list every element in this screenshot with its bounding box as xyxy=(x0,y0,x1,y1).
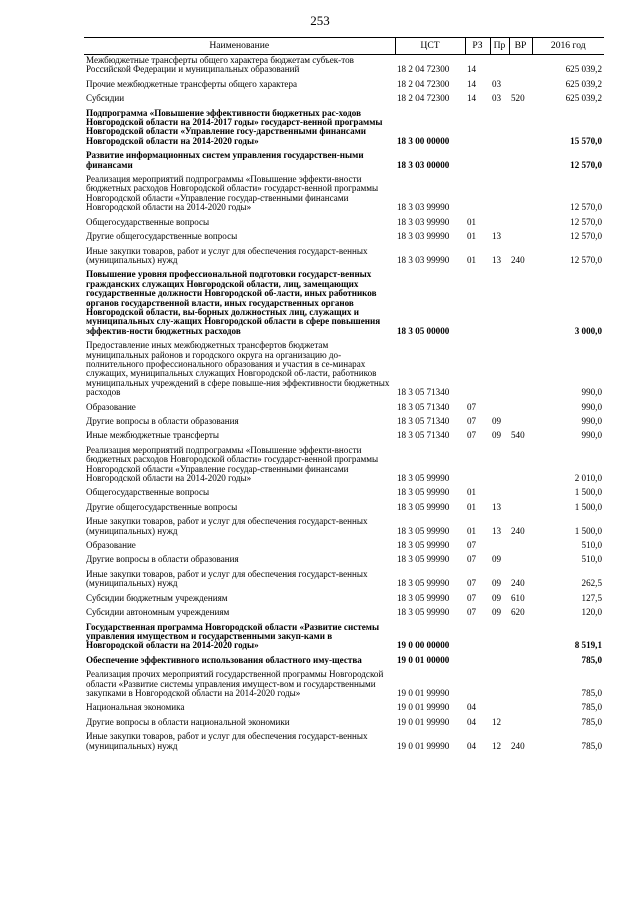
row-pr xyxy=(490,399,509,413)
row-pr: 12 xyxy=(492,740,502,751)
table-row xyxy=(84,666,604,699)
row-rz: 04 xyxy=(467,716,477,727)
row-cst: 18 3 05 71340 xyxy=(397,401,450,412)
row-amount: 510,0 xyxy=(581,540,602,551)
row-amount: 510,0 xyxy=(581,554,602,565)
row-pr xyxy=(490,699,509,713)
row-vr xyxy=(509,666,532,699)
row-amount: 3 000,0 xyxy=(574,325,602,336)
row-rz xyxy=(465,171,490,214)
table-row xyxy=(84,266,604,337)
row-pr: 09 xyxy=(492,607,502,618)
row-rz: 14 xyxy=(467,78,477,89)
header-rz: РЗ xyxy=(465,38,490,55)
row-amount: 785,0 xyxy=(581,702,602,713)
row-name: Общегосударственные вопросы xyxy=(86,487,210,498)
row-cst: 18 3 05 71340 xyxy=(397,416,450,426)
row-cst: 18 3 03 99990 xyxy=(397,254,450,265)
row-cst: 19 0 01 99990 xyxy=(397,740,450,751)
row-vr xyxy=(509,652,532,666)
row-name: Развитие информационных систем управления государствен-ными финансами xyxy=(86,150,364,170)
table-row xyxy=(84,76,604,90)
row-vr xyxy=(509,266,532,337)
row-vr xyxy=(509,147,532,171)
row-pr xyxy=(490,442,509,485)
row-rz: 07 xyxy=(467,592,477,603)
row-vr xyxy=(509,442,532,485)
row-name: Реализация прочих мероприятий государственной программы Новгородской области «Развитие системы управления имущест-вом и государственными закупками в Новгородской области на 2014-2020 годы» xyxy=(86,669,384,698)
table-row xyxy=(84,90,604,104)
row-amount: 8 519,1 xyxy=(574,640,602,651)
row-rz: 01 xyxy=(467,487,477,498)
row-rz xyxy=(465,105,490,148)
row-vr xyxy=(509,399,532,413)
table-row xyxy=(84,590,604,604)
row-amount: 990,0 xyxy=(581,430,602,441)
row-pr: 13 xyxy=(492,231,502,242)
row-name: Иные закупки товаров, работ и услуг для обеспечения государст-венных (муниципальных) нужд xyxy=(86,568,368,589)
row-amount: 127,5 xyxy=(581,592,602,603)
row-cst: 18 2 04 72300 xyxy=(397,78,450,89)
header-cst: ЦСТ xyxy=(395,38,465,55)
row-cst: 18 3 03 99990 xyxy=(397,231,450,242)
row-amount: 12 570,0 xyxy=(570,216,602,227)
row-rz: 04 xyxy=(467,702,477,713)
table-row xyxy=(84,728,604,752)
row-name: Государственная программа Новгородской области «Развитие системы управления имуществом и государственными закуп-ками в Новгородской области на 2014-2020 годы» xyxy=(86,621,380,651)
table-row xyxy=(84,413,604,427)
row-rz xyxy=(465,652,490,666)
table-row xyxy=(84,484,604,498)
table-row xyxy=(84,652,604,666)
row-rz: 01 xyxy=(467,254,477,265)
row-pr: 12 xyxy=(492,716,502,727)
row-rz: 14 xyxy=(467,93,477,104)
row-amount: 990,0 xyxy=(581,401,602,412)
row-pr: 03 xyxy=(492,78,502,89)
row-pr: 13 xyxy=(492,254,502,265)
row-vr: 620 xyxy=(511,607,525,618)
row-pr: 09 xyxy=(492,430,502,441)
table-row xyxy=(84,105,604,148)
row-rz: 07 xyxy=(467,607,477,618)
row-pr xyxy=(490,266,509,337)
row-vr xyxy=(509,714,532,728)
row-name: Прочие межбюджетные трансферты общего характера xyxy=(86,78,298,89)
row-vr xyxy=(509,413,532,427)
row-vr xyxy=(509,551,532,565)
table-row xyxy=(84,513,604,537)
table-row xyxy=(84,699,604,713)
row-pr xyxy=(490,652,509,666)
row-name: Образование xyxy=(86,540,136,551)
table-row xyxy=(84,442,604,485)
row-pr xyxy=(490,55,509,76)
row-name: Другие вопросы в области образования xyxy=(86,416,239,426)
table-row xyxy=(84,551,604,565)
row-name: Обеспечение эффективного использования областного иму-щества xyxy=(86,654,362,665)
row-pr: 13 xyxy=(492,501,502,512)
row-rz: 07 xyxy=(467,430,477,441)
row-name: Другие общегосударственные вопросы xyxy=(86,501,238,512)
row-cst: 18 2 04 72300 xyxy=(397,93,450,104)
row-amount: 785,0 xyxy=(581,716,602,727)
table-row xyxy=(84,399,604,413)
row-amount: 625 039,2 xyxy=(565,93,602,104)
row-cst: 18 3 05 99990 xyxy=(397,607,450,618)
table-row xyxy=(84,566,604,590)
row-vr xyxy=(509,55,532,76)
row-cst: 19 0 01 99990 xyxy=(397,702,450,713)
budget-table xyxy=(84,37,604,752)
row-cst: 18 3 05 71340 xyxy=(397,387,450,398)
row-name: Субсидии автономным учреждениям xyxy=(86,607,230,618)
row-cst: 18 3 05 99990 xyxy=(397,578,450,589)
row-amount: 12 570,0 xyxy=(570,254,602,265)
row-name: Повышение уровня профессиональной подготовки государст-венных гражданских служащих Новгородской области, лиц, замещающих государственные должности Новгородской об-ласти, иных работников органов государственной власти, иных государственных органов Новгородской области, вы-борных должностных лиц, служащих и муниципальных слу-жащих Новгородской области в сфере повышения эффектив-ности бюджетных расходов xyxy=(86,269,381,336)
row-amount: 12 570,0 xyxy=(570,159,602,170)
row-pr: 03 xyxy=(492,93,502,104)
row-pr xyxy=(490,337,509,398)
row-rz: 01 xyxy=(467,501,477,512)
row-pr: 13 xyxy=(492,525,502,536)
row-vr xyxy=(509,499,532,513)
row-vr xyxy=(509,619,532,652)
row-pr xyxy=(490,214,509,228)
header-name: Наименование xyxy=(84,38,395,55)
row-vr: 240 xyxy=(511,578,525,589)
row-vr xyxy=(509,105,532,148)
row-amount: 120,0 xyxy=(581,607,602,618)
row-cst: 18 3 03 99990 xyxy=(397,202,450,213)
row-amount: 990,0 xyxy=(581,416,602,426)
row-pr xyxy=(490,105,509,148)
row-vr xyxy=(509,337,532,398)
header-vr: ВР xyxy=(509,38,532,55)
row-rz xyxy=(465,442,490,485)
table-row xyxy=(84,228,604,242)
row-amount: 625 039,2 xyxy=(565,78,602,89)
row-name: Субсидии бюджетным учреждениям xyxy=(86,592,228,603)
row-pr xyxy=(490,484,509,498)
row-pr: 09 xyxy=(492,578,502,589)
row-cst: 18 3 05 99990 xyxy=(397,525,450,536)
row-vr xyxy=(509,76,532,90)
page-number: 253 xyxy=(310,13,330,28)
row-vr: 240 xyxy=(511,254,525,265)
row-rz: 01 xyxy=(467,231,477,242)
row-vr xyxy=(509,537,532,551)
row-name: Образование xyxy=(86,401,136,412)
row-name: Подпрограмма «Повышение эффективности бюджетных рас-ходов Новгородской области на 2014-2017 годы» государст-венной программы Новгородской области «Управление госу-дарственными финансами Новгородской области на 2014-2020 годы» xyxy=(86,107,383,146)
row-rz xyxy=(465,619,490,652)
row-pr xyxy=(490,666,509,699)
row-vr xyxy=(509,171,532,214)
row-amount: 262,5 xyxy=(581,578,602,589)
row-rz: 01 xyxy=(467,216,477,227)
table-row xyxy=(84,537,604,551)
row-cst: 19 0 01 99990 xyxy=(397,687,450,698)
row-cst: 19 0 01 00000 xyxy=(397,654,450,665)
table-row xyxy=(84,604,604,618)
row-name: Реализация мероприятий подпрограммы «Повышение эффекти-вности бюджетных расходов Новгородской области» государст-венной программы Новгородской области «Управление государ-ственными финансами Новгородской области на 2014-2020 годы» xyxy=(86,444,379,484)
row-vr xyxy=(509,699,532,713)
row-rz: 07 xyxy=(467,540,477,551)
table-body xyxy=(84,55,604,752)
row-pr: 09 xyxy=(492,592,502,603)
table-row xyxy=(84,55,604,76)
row-vr xyxy=(509,484,532,498)
row-name: Межбюджетные трансферты общего характера бюджетам субъек-тов Российской Федерации и муниципальных образований xyxy=(86,55,354,75)
row-vr: 610 xyxy=(511,592,525,603)
row-name: Реализация мероприятий подпрограммы «Повышение эффекти-вности бюджетных расходов Новгородской области» государст-венной программы Новгородской области «Управление государ-ственными финансами Новгородской области на 2014-2020 годы» xyxy=(86,174,379,213)
row-name: Иные закупки товаров, работ и услуг для обеспечения государст-венных (муниципальных) нужд xyxy=(86,516,368,536)
table-row xyxy=(84,147,604,171)
row-vr: 520 xyxy=(511,93,525,104)
row-rz: 07 xyxy=(467,416,477,426)
row-name: Иные закупки товаров, работ и услуг для обеспечения государст-венных (муниципальных) нужд xyxy=(86,245,368,265)
table-row xyxy=(84,619,604,652)
row-pr: 09 xyxy=(492,554,502,565)
row-cst: 18 3 05 71340 xyxy=(397,430,450,441)
row-amount: 785,0 xyxy=(581,687,602,698)
row-cst: 18 3 05 99990 xyxy=(397,473,450,484)
row-rz: 01 xyxy=(467,525,477,536)
row-pr xyxy=(490,147,509,171)
row-vr xyxy=(509,228,532,242)
table-row xyxy=(84,714,604,728)
row-pr: 09 xyxy=(492,416,502,426)
row-rz xyxy=(465,337,490,398)
row-cst: 18 3 03 99990 xyxy=(397,216,450,227)
row-name: Национальная экономика xyxy=(86,702,185,713)
row-amount: 990,0 xyxy=(581,387,602,398)
row-rz: 04 xyxy=(467,740,477,751)
table-header-row xyxy=(84,38,604,55)
header-pr: Пр xyxy=(490,38,509,55)
row-cst: 18 2 04 72300 xyxy=(397,64,450,75)
row-amount: 785,0 xyxy=(581,654,602,665)
table-row xyxy=(84,214,604,228)
table-row xyxy=(84,427,604,441)
row-rz: 14 xyxy=(467,64,477,75)
row-vr: 240 xyxy=(511,740,525,751)
table-row xyxy=(84,337,604,398)
row-name: Общегосударственные вопросы xyxy=(86,216,210,227)
table-row xyxy=(84,171,604,214)
row-cst: 18 3 05 99990 xyxy=(397,487,450,498)
row-amount: 1 500,0 xyxy=(574,501,602,512)
row-name: Предоставление иных межбюджетных трансфертов бюджетам муниципальных районов и городского округа на организацию до-полнительного профессионального образования и участия в се-минарах служащих, муниципальных служащих Новгородской об-ласти, работников муниципальных учреждений в сфере повыше-ния эффективности бюджетных расходов xyxy=(86,340,390,398)
row-pr xyxy=(490,171,509,214)
row-rz: 07 xyxy=(467,554,477,565)
row-cst: 18 3 00 00000 xyxy=(397,135,450,146)
row-pr xyxy=(490,537,509,551)
row-rz: 07 xyxy=(467,578,477,589)
row-pr xyxy=(490,619,509,652)
row-amount: 12 570,0 xyxy=(570,202,602,213)
row-amount: 2 010,0 xyxy=(574,473,602,484)
row-name: Иные закупки товаров, работ и услуг для обеспечения государст-венных (муниципальных) нужд xyxy=(86,731,368,751)
row-amount: 15 570,0 xyxy=(570,135,602,146)
row-name: Другие вопросы в области национальной экономики xyxy=(86,716,290,727)
row-vr xyxy=(509,214,532,228)
row-name: Другие общегосударственные вопросы xyxy=(86,231,238,242)
row-amount: 12 570,0 xyxy=(570,231,602,242)
row-name: Субсидии xyxy=(86,93,125,104)
row-amount: 1 500,0 xyxy=(574,525,602,536)
row-amount: 1 500,0 xyxy=(574,487,602,498)
row-name: Иные межбюджетные трансферты xyxy=(86,430,219,441)
row-name: Другие вопросы в области образования xyxy=(86,554,239,565)
row-vr: 240 xyxy=(511,525,525,536)
row-cst: 18 3 05 99990 xyxy=(397,540,450,551)
row-cst: 18 3 03 00000 xyxy=(397,159,450,170)
row-cst: 18 3 05 00000 xyxy=(397,325,450,336)
row-amount: 785,0 xyxy=(581,740,602,751)
row-rz xyxy=(465,266,490,337)
row-cst: 19 0 01 99990 xyxy=(397,716,450,727)
row-rz xyxy=(465,147,490,171)
header-year: 2016 год xyxy=(532,38,604,55)
row-rz xyxy=(465,666,490,699)
row-cst: 18 3 05 99990 xyxy=(397,592,450,603)
row-rz: 07 xyxy=(467,401,477,412)
row-cst: 18 3 05 99990 xyxy=(397,554,450,565)
row-vr: 540 xyxy=(511,430,525,441)
row-amount: 625 039,2 xyxy=(565,64,602,75)
row-cst: 18 3 05 99990 xyxy=(397,501,450,512)
row-cst: 19 0 00 00000 xyxy=(397,640,450,651)
table-row xyxy=(84,499,604,513)
table-row xyxy=(84,243,604,267)
